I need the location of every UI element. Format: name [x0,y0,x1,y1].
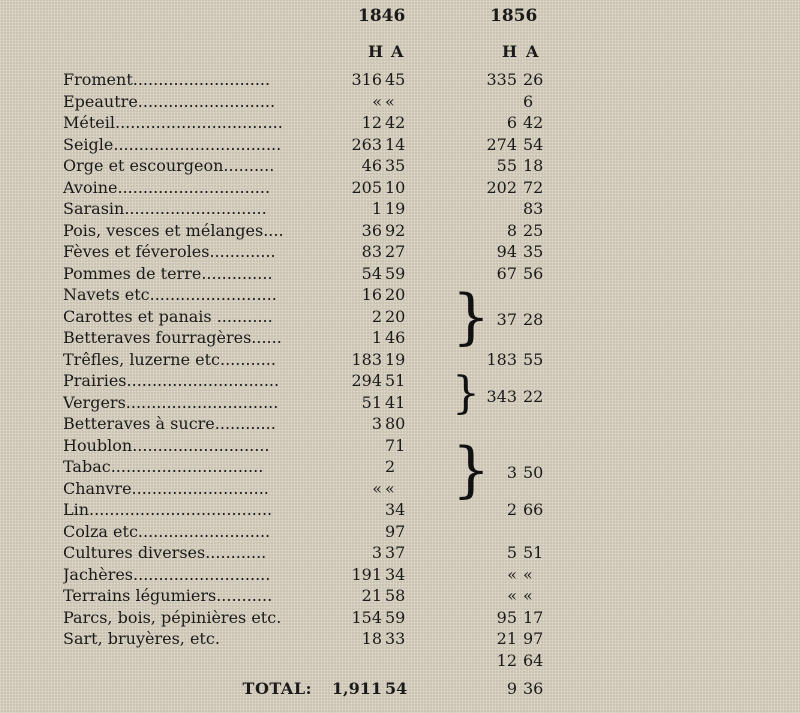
cell-h-1846: « [372,91,382,111]
table-row [0,456,800,477]
row-label: Froment........................... [63,70,271,89]
table-row [0,112,800,133]
table-row [0,155,800,176]
cell-a-1846: « [385,478,395,498]
cell-a-1846: 19 [385,199,406,218]
group-prairies-a1856: 22 [523,387,544,406]
table-row [0,435,800,456]
row-label: Houblon........................... [63,435,270,455]
cell-a-1846: 41 [385,392,406,412]
table-row [0,134,800,155]
cell-a-1856: 17 [523,607,544,627]
unit-h-1856: H [502,42,518,61]
cell-a-1846: 20 [385,285,406,304]
cell-h-1846: 154 [351,607,382,627]
cell-h-1856: 6 [506,113,517,132]
total-label: TOTAL: [242,679,312,698]
table-row [0,478,800,499]
cell-h-1856: 95 [496,607,517,627]
cell-h-1856: 94 [496,242,517,261]
cell-a-1856: 54 [523,134,544,154]
cell-h-1856: « [507,586,517,605]
cell-a-1856: 55 [523,349,544,369]
cell-a-1846: 46 [385,328,406,347]
cell-h-1856: 21 [496,629,517,648]
unit-a-1846: A [391,42,404,61]
total-a1846: 54 [385,679,408,698]
cell-h-1856: 274 [486,134,517,154]
table-row [0,284,800,305]
cell-a-1846: 34 [385,564,406,584]
row-label: Cultures diverses............ [63,543,267,562]
cell-a-1846: 59 [385,607,406,627]
row-label: Fèves et féveroles............. [63,242,276,261]
cell-a-1856: « [523,586,533,605]
cell-h-1846: 18 [361,629,382,648]
table-row [0,220,800,241]
row-label: Carottes et panais ........... [63,306,273,326]
brace-navets-group: } [452,282,491,352]
cell-h-1846: 2 [371,306,382,326]
cell-a-1856: 18 [523,156,544,175]
table-row [0,521,800,542]
cell-a-1856: « [523,564,533,584]
cell-a-1846: 45 [385,70,406,89]
cell-h-1846: 3 [371,543,382,562]
brace-houblon-group: } [452,435,491,505]
row-label: Prairies.............................. [63,371,280,390]
cell-h-1856: 55 [496,156,517,175]
row-label: Betteraves à sucre............ [63,414,276,433]
row-label: Colza etc.......................... [63,521,271,541]
cell-a-1846: 19 [385,349,406,369]
row-label: Tabac.............................. [63,457,264,476]
cell-a-1846: 97 [385,521,406,541]
table-row [0,306,800,327]
cell-h-1846: 21 [361,586,382,605]
cell-h-1856: 335 [486,70,517,89]
cell-a-1846: 10 [385,177,406,197]
group-houblon-a1856: 50 [523,463,544,482]
row-label: Avoine.............................. [63,177,271,197]
cell-a-1856: 64 [523,650,544,670]
cell-h-1846: 316 [351,70,382,89]
cell-a-1846: 80 [385,414,406,433]
table-row [0,585,800,606]
table-row [0,499,800,520]
cell-a-1846: 27 [385,242,406,261]
cell-h-1846: 3 [371,414,382,433]
year-1846-header: 1846 [358,6,406,26]
cell-h-1856: 183 [486,349,517,369]
cell-h-1846: 191 [351,564,382,584]
cell-a-1846: « [385,91,395,111]
table-row [0,413,800,434]
table-row [0,327,800,348]
table-row [0,349,800,370]
row-label: Betteraves fourragères...... [63,328,282,347]
row-label: Méteil................................. [63,113,283,132]
table-row [0,198,800,219]
row-label: Sarasin............................ [63,199,267,218]
cell-h-1846: 16 [361,285,382,304]
table-row [0,564,800,585]
cell-h-1846: 83 [361,242,382,261]
row-label: Parcs, bois, pépinières etc. [63,607,282,627]
row-label: Seigle................................. [63,134,282,154]
table-row [0,241,800,262]
row-label: Trêfles, luzerne etc........... [63,349,276,369]
cell-h-1846: « [372,478,382,498]
cell-a-1856: 51 [523,543,544,562]
cell-h-1846: 12 [361,113,382,132]
row-label: Sart, bruyères, etc. [63,629,220,648]
cell-h-1856: 12 [496,650,517,670]
row-label: Pois, vesces et mélanges.... [63,220,284,240]
total-a1856: 36 [523,679,544,698]
table-row [0,628,800,649]
cell-h-1846: 46 [361,156,382,175]
cell-a-1846: 58 [385,586,406,605]
row-label: Terrains légumiers........... [63,586,273,605]
table-row [0,650,800,671]
group-prairies-h1856: 343 [486,387,517,406]
cell-h-1856: 2 [506,500,517,519]
total-h1856: 9 [506,679,517,698]
table-row [0,542,800,563]
cell-a-1856: 97 [523,629,544,648]
cell-a-1846: 59 [385,263,406,283]
table-row [0,91,800,112]
cell-a-1846: 2 [385,457,396,476]
cell-a-1846: 35 [385,156,406,175]
cell-h-1856: 8 [506,220,517,240]
cell-a-1846: 34 [385,500,406,519]
cell-a-1856: 42 [523,113,544,132]
cell-h-1846: 263 [351,134,382,154]
row-label: Jachères........................... [63,564,271,584]
table-row [0,177,800,198]
cell-h-1846: 36 [361,220,382,240]
cell-h-1846: 205 [351,177,382,197]
cell-h-1846: 183 [351,349,382,369]
table-row [0,370,800,391]
unit-a-1856: A [526,42,539,61]
row-label: Epeautre........................... [63,91,276,111]
cell-a-1846: 92 [385,220,406,240]
cell-h-1856: « [507,564,517,584]
year-1856-header: 1856 [490,6,538,26]
group-houblon-h1856: 3 [506,463,517,482]
cell-a-1856: 66 [523,500,544,519]
unit-h-1846: H [368,42,384,61]
row-label: Chanvre........................... [63,478,269,498]
cell-a-1846: 33 [385,629,406,648]
cell-h-1856: 67 [496,263,517,283]
cell-a-1856: 25 [523,220,544,240]
cell-a-1856: 56 [523,263,544,283]
cell-h-1846: 294 [351,371,382,390]
cell-h-1856: 202 [486,177,517,197]
cell-a-1846: 71 [385,435,406,455]
cell-a-1856: 35 [523,242,544,261]
row-label: Lin.................................... [63,500,273,519]
cell-a-1846: 14 [385,134,406,154]
table-row [0,69,800,90]
cell-a-1856: 83 [523,199,544,218]
cell-a-1846: 37 [385,543,406,562]
cell-h-1846: 1 [371,199,382,218]
cell-a-1846: 20 [385,306,406,326]
cell-a-1846: 51 [385,371,406,390]
cell-h-1846: 51 [361,392,382,412]
cell-a-1846: 42 [385,113,406,132]
row-label: Vergers.............................. [63,392,279,412]
group-navets-h1856: 37 [496,310,517,329]
cell-a-1856: 72 [523,177,544,197]
cell-a-1856: 6 [523,91,534,111]
row-label: Navets etc......................... [63,285,277,304]
cell-h-1856: 5 [506,543,517,562]
row-label: Orge et escourgeon.......... [63,156,275,175]
cell-a-1856: 26 [523,70,544,89]
cell-h-1846: 54 [361,263,382,283]
table-row [0,263,800,284]
total-row [0,678,800,699]
row-label: Pommes de terre.............. [63,263,273,283]
total-h1846: 1,911 [331,679,382,698]
table-row [0,607,800,628]
group-navets-a1856: 28 [523,310,544,329]
table-row [0,392,800,413]
cell-h-1846: 1 [371,328,382,347]
brace-prairies-group: } [452,368,480,419]
